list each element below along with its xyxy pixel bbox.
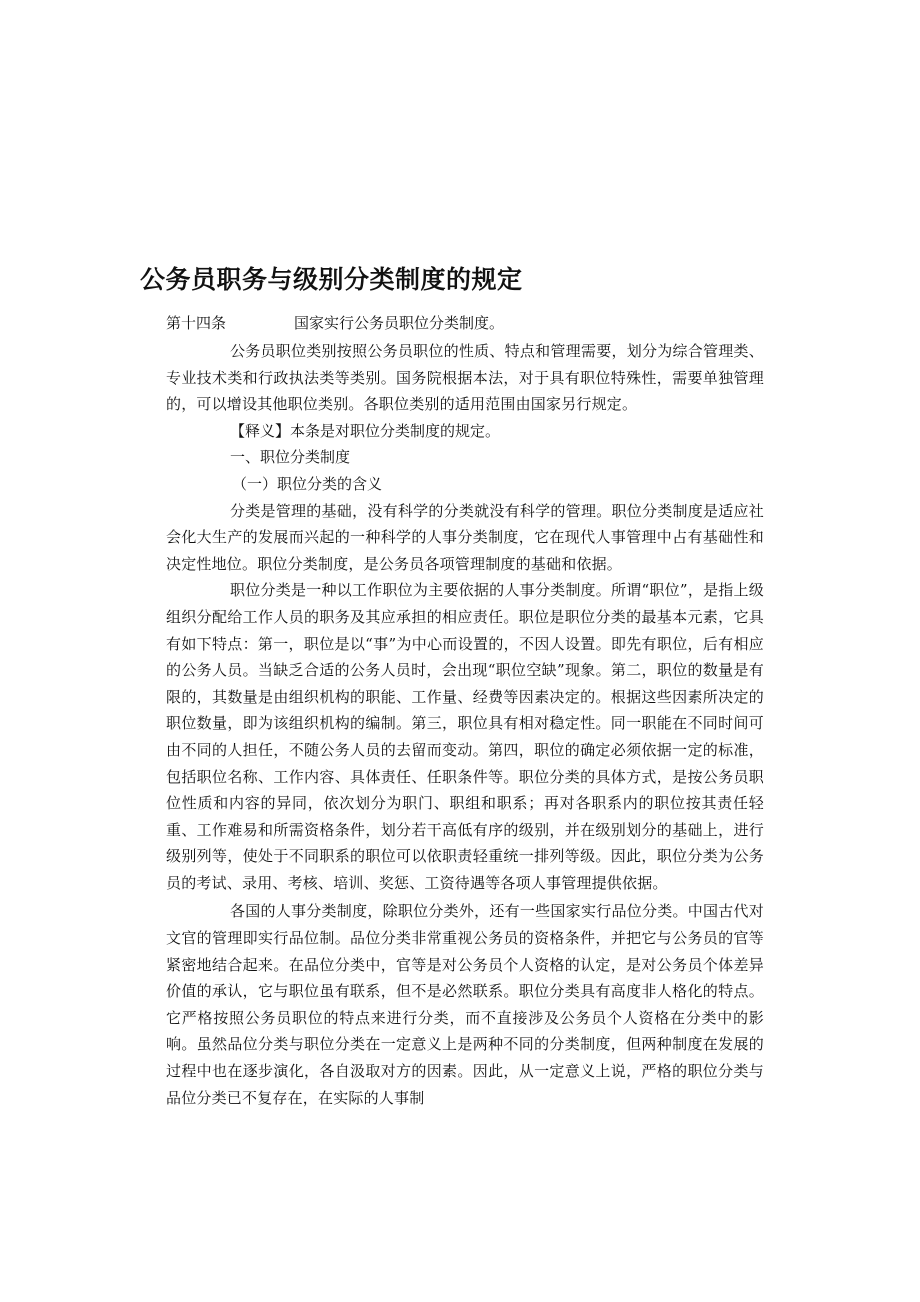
paragraph-classification-basis: 分类是管理的基础，没有科学的分类就没有科学的管理。职位分类制度是适应社会化大生产的发展而兴起的一种科学的人事分类制度，它在现代人事管理中占有基础性和决定性地位。职位分类制度，是公务员各项管理制度的基础和依据。 xyxy=(166,501,764,573)
subsection-heading: （一）职位分类的含义 xyxy=(232,474,383,493)
interpretation-line: 【释义】本条是对职位分类制度的规定。 xyxy=(230,421,501,440)
article-number: 第十四条 xyxy=(166,314,227,332)
document-body xyxy=(166,338,764,1111)
paragraph-category-definition: 公务员职位类别按照公务员职位的性质、特点和管理需要，划分为综合管理类、专业技术类和行政执法类等类别。国务院根据本法，对于具有职位特殊性，需要单独管理的，可以增设其他职位类别。各职位类别的适用范围由国家另行规定。 xyxy=(166,342,764,414)
document-title: 公务员职务与级别分类制度的规定 xyxy=(140,265,523,294)
article-text: 国家实行公务员职位分类制度。 xyxy=(294,314,505,332)
section-heading: 一、职位分类制度 xyxy=(230,448,351,467)
paragraph-rank-classification: 各国的人事分类制度，除职位分类外，还有一些国家实行品位分类。中国古代对文官的管理即实行品位制。品位分类非常重视公务员的资格条件，并把它与公务员的官等紧密地结合起来。在品位分类中，官等是对公务员个人资格的认定，是对公务员个体差异价值的承认，它与职位虽有联系，但不是必然联系。职位分类具有高度非人格化的特点。它严格按照公务员职位的特点来进行分类，而不直接涉及公务员个人资格在分类中的影响。虽然品位分类与职位分类在一定意义上是两种不同的分类制度，但两种制度在发展的过程中也在逐步演化，各自汲取对方的因素。因此，从一定意义上说，严格的职位分类与品位分类已不复存在，在实际的人事制 xyxy=(166,902,764,1107)
article-heading xyxy=(166,311,504,335)
paragraph-position-definition: 职位分类是一种以工作职位为主要依据的人事分类制度。所谓“职位”，是指上级组织分配给工作人员的职务及其应承担的相应责任。职位是职位分类的最基本元素，它具有如下特点：第一，职位是以“事”为中心而设置的，不因人设置。即先有职位，后有相应的公务人员。当缺乏合适的公务人员时，会出现“职位空缺”现象。第二，职位的数量是有限的，其数量是由组织机构的职能、工作量、经费等因素决定的。根据这些因素所决定的职位数量，即为该组织机构的编制。第三，职位具有相对稳定性。同一职能在不同时间可由不同的人担任，不随公务人员的去留而变动。第四，职位的确定必须依据一定的标准，包括职位名称、工作内容、具体责任、任职条件等。职位分类的具体方式，是按公务员职位性质和内容的异同，依次划分为职门、职组和职系；再对各职系内的职位按其责任轻重、工作难易和所需资格条件，划分若干高低有序的级别，并在级别划分的基础上，进行级别列等，使处于不同职系的职位可以依职责轻重统一排列等级。因此，职位分类为公务员的考试、录用、考核、培训、奖惩、工资待遇等各项人事管理提供依据。 xyxy=(166,581,764,892)
